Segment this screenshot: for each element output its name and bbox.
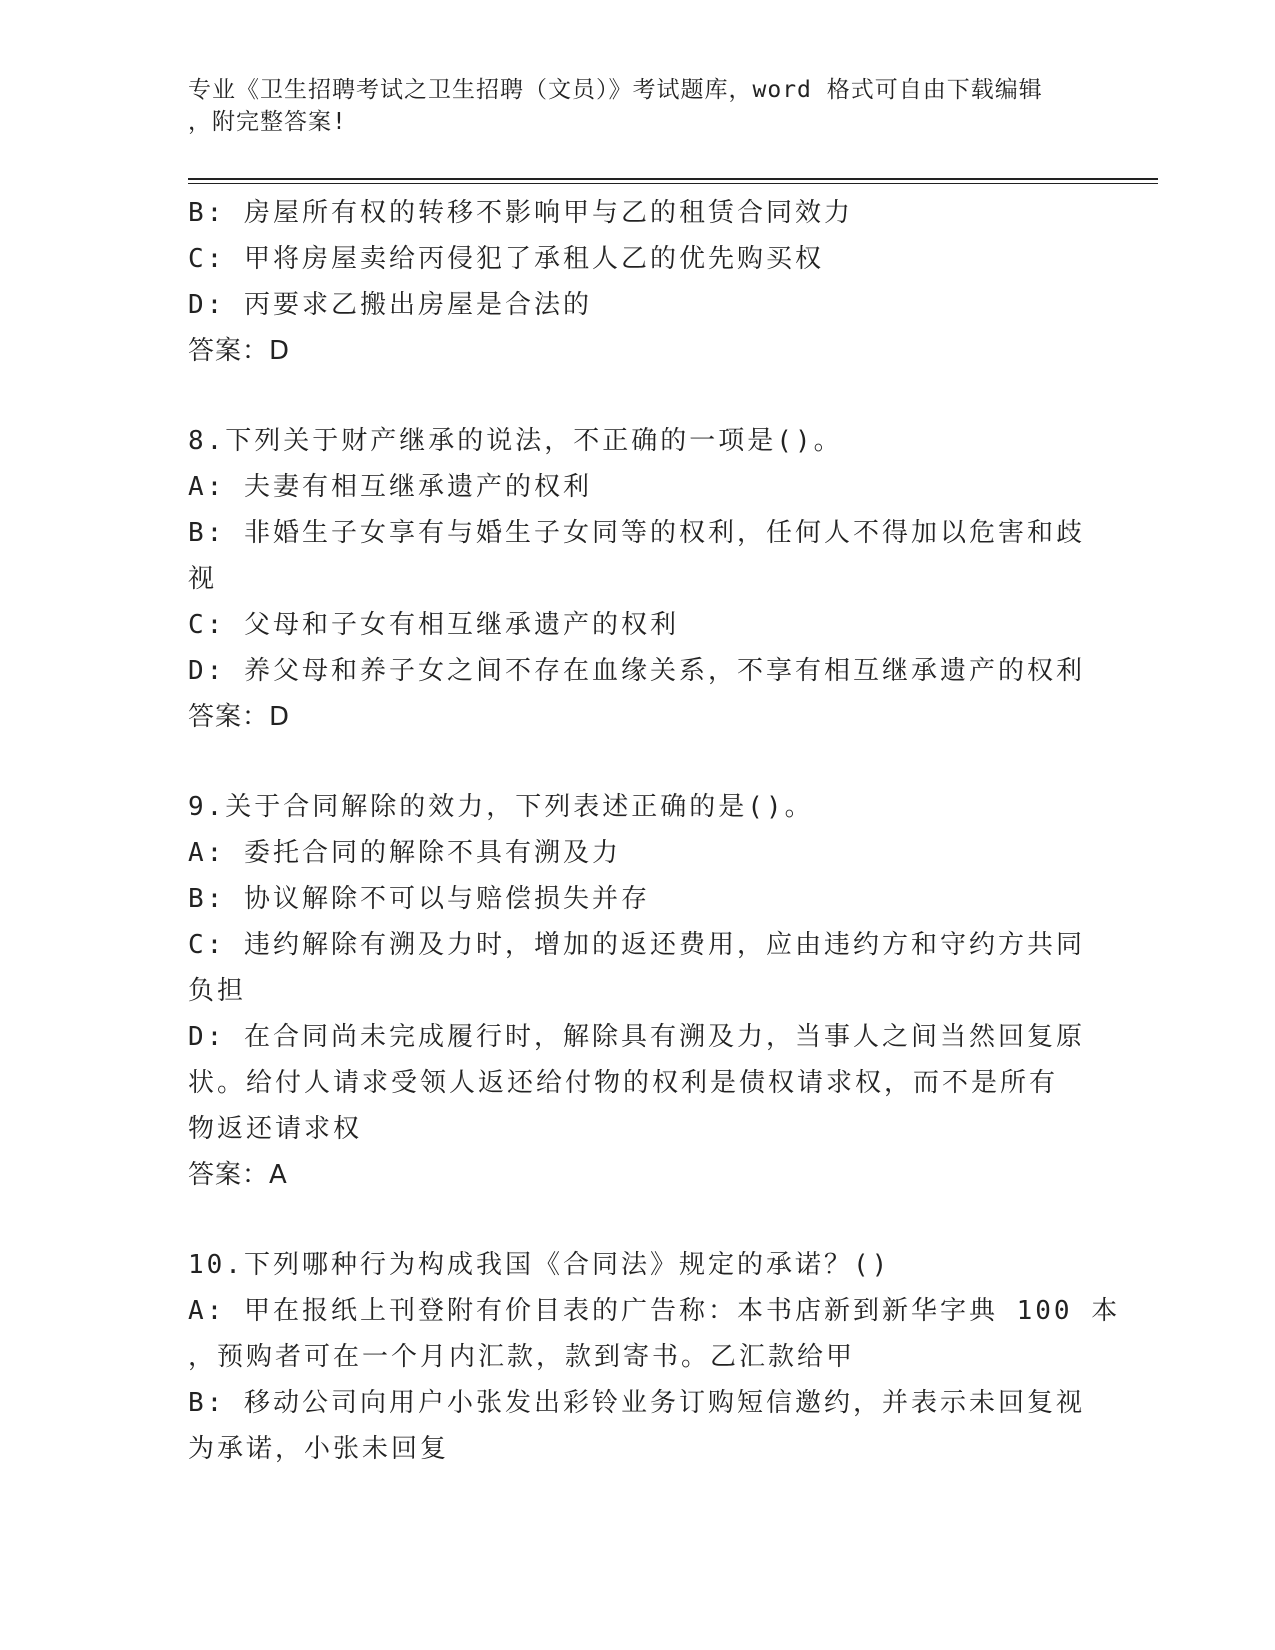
q9-option-c: C: 违约解除有溯及力时，增加的返还费用，应由违约方和守约方共同 (188, 930, 1085, 960)
q7-option-d: D: 丙要求乙搬出房屋是合法的 (188, 290, 592, 320)
q8-option-c: C: 父母和子女有相互继承遗产的权利 (188, 610, 679, 640)
q10-option-b-cont: 为承诺，小张未回复 (188, 1434, 450, 1464)
q9-option-a: A: 委托合同的解除不具有溯及力 (188, 838, 621, 868)
q9-option-d: D: 在合同尚未完成履行时，解除具有溯及力，当事人之间当然回复原 (188, 1022, 1085, 1052)
q10-option-b: B: 移动公司向用户小张发出彩铃业务订购短信邀约，并表示未回复视 (188, 1388, 1085, 1418)
q7-answer: 答案：D (188, 336, 291, 366)
header-divider (188, 178, 1158, 184)
q9-option-d-cont-2: 物返还请求权 (188, 1114, 363, 1144)
document-header (188, 74, 1068, 138)
q10-option-a: A: 甲在报纸上刊登附有价目表的广告称：本书店新到新华字典 100 本 (188, 1296, 1121, 1326)
question-8 (188, 418, 1088, 740)
q9-option-d-cont-1: 状。给付人请求受领人返还给付物的权利是债权请求权，而不是所有 (188, 1068, 1059, 1098)
q9-option-c-cont: 负担 (188, 976, 247, 1006)
question-9 (188, 784, 1088, 1198)
question-10 (188, 1242, 1121, 1472)
header-line-2: ，附完整答案! (188, 109, 347, 135)
q7-option-b: B: 房屋所有权的转移不影响甲与乙的租赁合同效力 (188, 198, 853, 228)
q8-option-b: B: 非婚生子女享有与婚生子女同等的权利，任何人不得加以危害和歧 (188, 518, 1085, 548)
q8-answer: 答案：D (188, 702, 291, 732)
q10-stem: 10.下列哪种行为构成我国《合同法》规定的承诺？() (188, 1250, 891, 1280)
q8-option-d: D: 养父母和养子女之间不存在血缘关系，不享有相互继承遗产的权利 (188, 656, 1085, 686)
spacer (188, 740, 1088, 784)
q9-stem: 9.关于合同解除的效力，下列表述正确的是()。 (188, 792, 814, 822)
q8-stem: 8.下列关于财产继承的说法，不正确的一项是()。 (188, 426, 843, 456)
q8-option-a: A: 夫妻有相互继承遗产的权利 (188, 472, 592, 502)
question-list (188, 190, 1121, 1472)
header-line-1: 专业《卫生招聘考试之卫生招聘（文员）》考试题库，word 格式可自由下载编辑 (188, 77, 1043, 103)
q7-option-c: C: 甲将房屋卖给丙侵犯了承租人乙的优先购买权 (188, 244, 824, 274)
question-7-tail (188, 190, 1088, 374)
q9-option-b: B: 协议解除不可以与赔偿损失并存 (188, 884, 650, 914)
spacer (188, 374, 1088, 418)
q10-option-a-cont: ，预购者可在一个月内汇款，款到寄书。乙汇款给甲 (188, 1342, 856, 1372)
q8-option-b-cont: 视 (188, 564, 218, 594)
q9-answer: 答案：A (188, 1160, 288, 1190)
spacer (188, 1198, 1088, 1242)
